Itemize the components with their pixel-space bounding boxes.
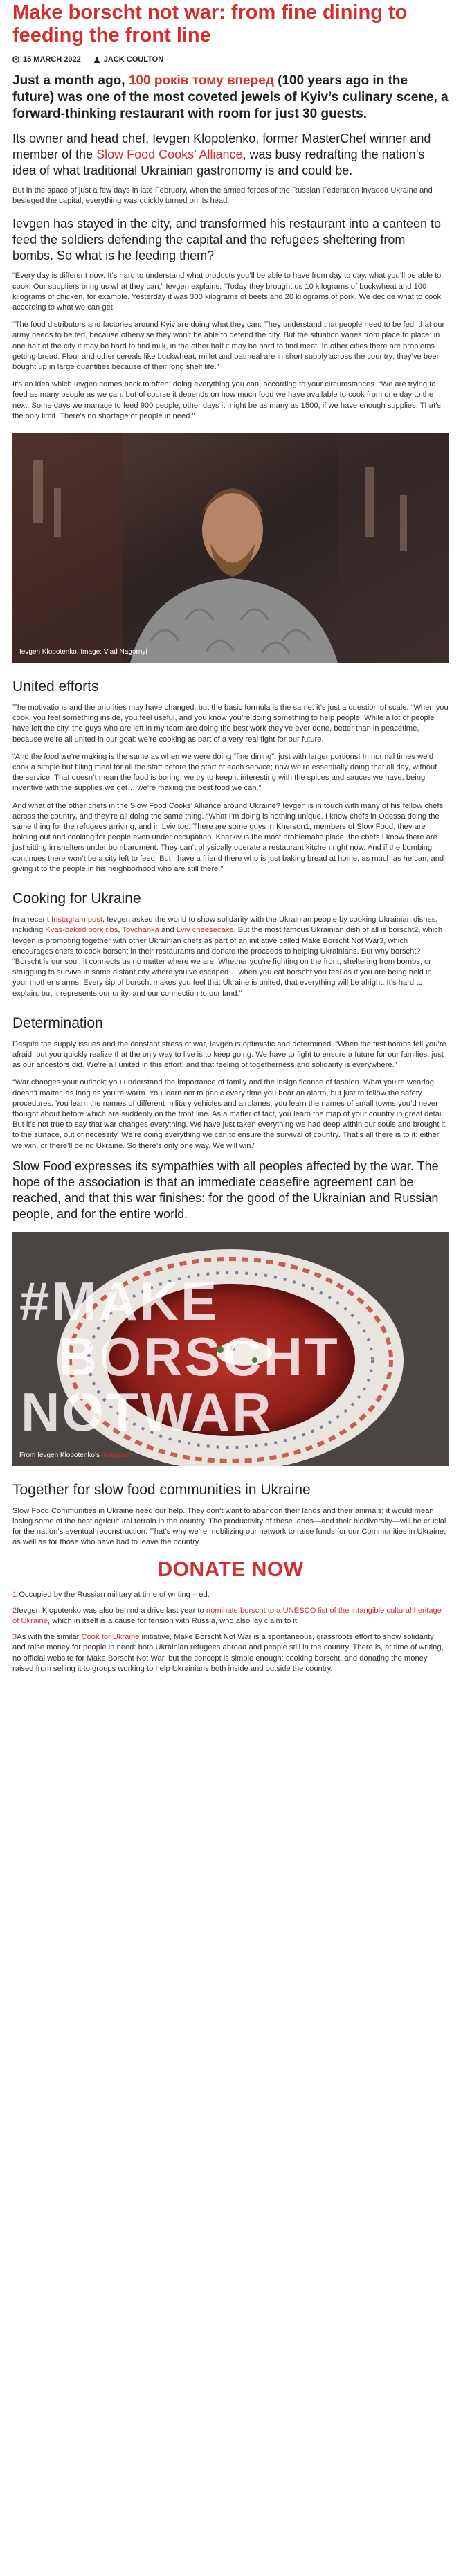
body-text: , Ievgen asked the world to show solidarity with the Ukrainian people by cooking Ukrainian dishes, including xyxy=(12,915,438,935)
body-paragraph: But in the space of just a few days in late February, when the armed forces of the Russian Federation invaded Ukraine and besieged the capital, everything was quickly turned on its head. xyxy=(12,186,433,206)
lviv-cheesecake-link[interactable]: Lviv cheesecake xyxy=(176,926,234,935)
clock-icon xyxy=(12,56,19,63)
section-heading-together: Together for slow food communities in Ukraine xyxy=(12,1481,311,1498)
cook-for-ukraine-link[interactable]: Cook for Ukraine xyxy=(81,1633,140,1642)
restaurant-name: 100 років тому вперед xyxy=(128,73,274,88)
chef-photo xyxy=(12,433,449,663)
user-icon xyxy=(93,56,100,63)
footnote-1 xyxy=(12,1590,449,1600)
body-paragraph: “And the food we’re making is the same as when we were doing “fine dining”, just with larger portions! In normal times we’d cook a simple but filling meal for all the staff before the start of each service; now we’re essentially doing that all day, without the service. That doesn’t mean the food is boring: we try to keep it interesting with the spices and sauces we have, being inventive with the supplies we get… we’re making the best food we can.” xyxy=(12,752,437,793)
lead-text: (100 years ago in the future) was one of the most coveted jewels of Kyiv’s culinary scene, a forward-thinking restaurant with room for just 30 guests. xyxy=(12,73,449,121)
body-paragraph: “The food distributors and factories around Kyiv are doing what they can. They understand that people need to be fed, that our army needs to be fed, because otherwise they won’t be able to defend the city. But the situation varies from place to place: in one half of the city it may be hard to find milk, in the other half it may be hard to find meat. In other cities there are problems getting bread. Flour and other cereals like buckwheat, millet and oatmeal are in short supply across the country; they’ve been bought up in large quantities because of their long shelf life.” xyxy=(12,321,445,372)
article-column xyxy=(12,0,449,1674)
body-paragraph: It’s an idea which Ievgen comes back to often: doing everything you can, according to your circumstances. “We are trying to feed as many people as we can, but of course it depends on how much food we have available to cook from one day to the next. Some days we manage to feed 900 people, other days it might be as many as 1500, if we have enough supplies. That’s the only limit. There’s no shortage of people in need.” xyxy=(12,380,442,420)
footnote-number: 3 xyxy=(12,1633,17,1642)
callout-text: Slow Food expresses its sympathies with all peoples affected by the war. The hope of the association is that an immediate ceasefire agreement can be reached, and that this war finishes: for the good of the Ukrainian and Russian people, and for the entire world. xyxy=(12,1159,439,1221)
caption-text: From Ievgen Klopotenko’s xyxy=(19,1451,102,1459)
body-paragraph: The motivations and the priorities may have changed, but the basic formula is the same: it’s just a question of scale. “When you cook, you feel something inside, you feel useful, and you know you’re doing something to help people. While a lot of people have left the city, the guys who are left in my team are doing the best work they’ve ever done, better than in peacetime, because we’re all united in our goal: we’re cooking as part of a very real fight for our future. xyxy=(12,704,449,744)
section-heading-determination: Determination xyxy=(12,1014,103,1031)
footnote-text: , which in itself is a cause for tension with Russia, who also lay claim to it. xyxy=(48,1616,300,1625)
body-text: , xyxy=(118,926,123,935)
photo-caption xyxy=(19,1451,132,1459)
body-text: . But the most famous Ukrainian dish of all is borscht2, which Ievgen is promoting together with other Ukrainian chefs as part of an initiative called Make Borscht Not War3, which encourages chefs to cook borscht in their restaurants and donate the proceeds to helping Ukrainians. But why borscht? “Borscht is our soul, it connects us no matter where we are. Whether you’re fighting on the front, sheltering from bombs, or struggling to survive in some distant city where you’ve escaped… when you eat borscht you feel as if you are being held in your mother’s arms. Every sip of borscht makes you feel that Ukraine is united, that everything will be alright. It’s hard to explain, but it represents our unity, and our connection to our land.” xyxy=(12,926,443,998)
photo-caption: Ievgen Klopotenko. Image: Vlad Nagornyi xyxy=(19,648,147,656)
footnote-2 xyxy=(12,1606,449,1627)
footnote-text: Ievgen Klopotenko was also behind a drive last year to xyxy=(17,1606,206,1615)
overlay-line: NOTWAR xyxy=(21,1381,273,1442)
hashtag-overlay xyxy=(18,1270,443,1442)
subheading-text: , was busy redrafting the nation’s idea of what traditional Ukrainian gastronomy is and could be. xyxy=(12,147,425,177)
body-paragraph: “War changes your outlook; you understand the importance of family and the insignificance of fashion. What you’re wearing doesn’t matter, as long as you’re warm. You learn not to panic every time you hear an alarm, but just to follow the safety procedures. You learn the names of different military vehicles and airplanes, you learn the names of small towns you’d never thought about before which are suddenly on the front line. As a matter of fact, you learn the map of your country in great detail. But it’s not true to say that war changes everything. We have just taken everything we had deep within our souls and brought it to the surface, out of necessity. We’re doing everything we can to ensure the survival of country. That’s all there is to it: either we win, or there’ll be no Ukraine. So there’s only one way. We will win.” xyxy=(12,1078,446,1150)
article-author[interactable]: JACK COULTON xyxy=(103,55,164,64)
footnote-text: Occupied by the Russian military at time of writing – ed. xyxy=(17,1590,210,1599)
article-title: Make borscht not war: from fine dining to feeding the front line xyxy=(12,1,408,46)
kvas-pork-ribs-link[interactable]: Kvas-baked pork ribs xyxy=(45,926,118,935)
lead-text: Just a month ago, xyxy=(12,73,129,88)
section-heading-cooking-for-ukraine: Cooking for Ukraine xyxy=(12,891,141,907)
unesco-nomination-link[interactable]: nominate borscht to a UNESCO list of the intangible cultural heritage of Ukraine xyxy=(12,1606,442,1625)
subheading-paragraph xyxy=(12,131,449,179)
footnote-number: 1 xyxy=(12,1590,17,1599)
subheading-text: Its owner and head chef, Ievgen Klopotenko, former MasterChef winner and member of the xyxy=(12,132,431,161)
body-paragraph: Despite the supply issues and the constant stress of war, Ievgen is optimistic and determined. “When the first bombs fell you’re afraid, but you quickly realize that the only way to live is to keep going. We have to fight to ensure a future for our families, just as our ancestors did. We’re all united in this effort, and that feeling of togetherness and solidarity is everywhere.” xyxy=(12,1039,446,1070)
footnote-3 xyxy=(12,1632,449,1674)
footnote-text: initiative, Make Borscht Not War is a spontaneous, grassroots effort to show solidarity and raise money for people in need: both Ukrainian refugees abroad and people still in the country. There is, at time of writing, no official website for Make Borscht Not War, but the concept is simple enough: cooking borscht, and donating the money raised from selling it to groups working to help Ukrainians both inside and outside the country. xyxy=(12,1633,444,1673)
body-paragraph: Slow Food Communities in Ukraine need our help. They don’t want to abandon their lands and their animals; it would mean losing some of the best agricultural terrain in the country. The productivity of these lands—and their biodiversity—will be crucial for the nation’s eventual reconstruction. That’s why we’re mobilizing our network to raise funds for our Communities in Ukraine, as well as for those who have had to leave the country. xyxy=(12,1506,446,1547)
section-heading-united-efforts: United efforts xyxy=(12,679,99,695)
body-paragraph: “Every day is different now. It’s hard to understand what products you’ll be able to have from day to day, what you’ll be able to cook. Our suppliers bring us what they can,” Ievgen explains. “Today they brought us 10 kilograms of buckwheat and 100 kilograms of chicken, for example. Yesterday it was 300 kilograms of beets and 20 kilograms of pork. We decide what to cook according to what we can get. xyxy=(12,271,442,312)
article-meta xyxy=(12,53,449,66)
borscht-photo xyxy=(12,1232,449,1466)
body-text: In a recent xyxy=(12,915,51,924)
body-paragraph xyxy=(12,915,449,999)
footnote-number: 2 xyxy=(12,1606,17,1615)
body-paragraph: And what of the other chefs in the Slow Food Cooks’ Alliance around Ukraine? Ievgen is in touch with many of his fellow chefs across the country, and they’re all doing the same thing. “What I’m doing is nothing unique. I know chefs in Odessa doing the same thing for the refugees arriving, and in Lviv too. There are some guys in Kherson1, members of Slow Food, they are holding out and cooking for people even under occupation. Kharkiv is the most problematic place, the chefs I know there are just sitting in shelters under bombardment. They can’t physically operate a restaurant kitchen right now. And if the bombing continues there won’t be a city left to feed. But I have a friend there who is just baking bread at home, as much as he can, and giving it to the people in his neighborhood who are still there.” xyxy=(12,801,444,873)
tovchanka-link[interactable]: Tovchanka xyxy=(122,926,159,935)
chef-portrait-image xyxy=(12,433,449,663)
article-date: 15 MARCH 2022 xyxy=(23,55,81,64)
pull-heading: Ievgen has stayed in the city, and transformed his restaurant into a canteen to feed the soldiers defending the capital and the refugees sheltering from bombs. So what is he feeding them? xyxy=(12,217,442,263)
donate-now-button[interactable]: DONATE NOW xyxy=(157,1557,304,1581)
footnote-text: As with the similar xyxy=(17,1633,82,1642)
instagram-link[interactable]: Instagram xyxy=(101,1451,133,1459)
overlay-line: BORSCHT xyxy=(58,1325,340,1387)
cooks-alliance-link[interactable]: Slow Food Cooks’ Alliance xyxy=(96,147,243,161)
lead-paragraph xyxy=(12,73,449,123)
overlay-line: #MAKE xyxy=(19,1270,219,1332)
body-text: and xyxy=(159,926,177,935)
instagram-post-link[interactable]: Instagram post xyxy=(51,915,102,924)
